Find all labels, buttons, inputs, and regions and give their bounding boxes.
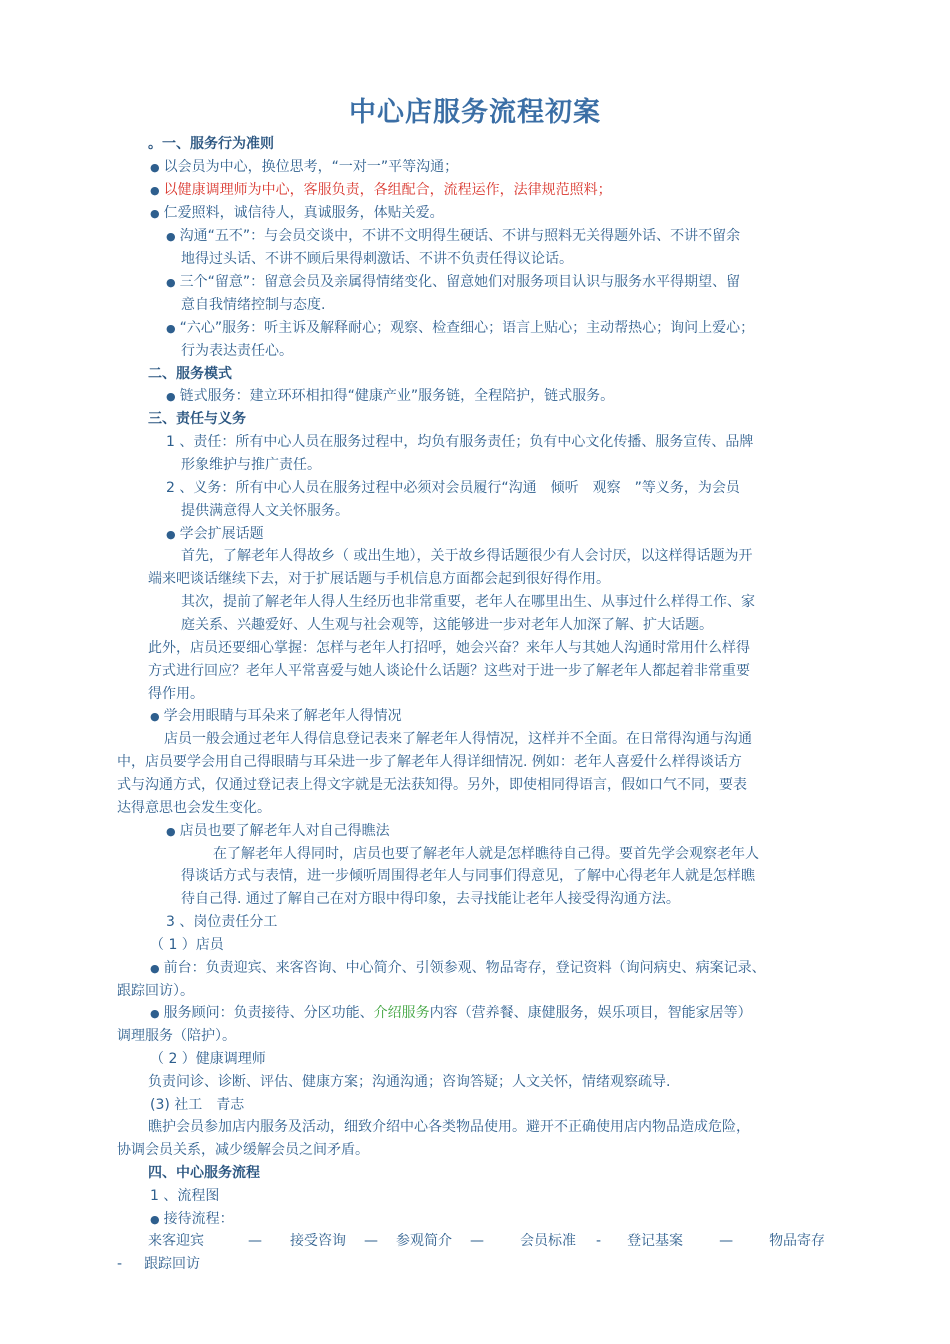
bullet-icon: ● [150, 962, 160, 975]
section-3-heading: 三、责任与义务 [148, 411, 246, 427]
topic-heading [166, 524, 264, 545]
s1-sub-2-line-1: 三个“留意”：留意会员及亲属得情绪变化、留意她们对服务项目认识与服务水平得期望、留 [179, 274, 741, 290]
bullet-icon: ● [150, 161, 160, 174]
s1-item-3-text: 仁爱照料，诚信待人，真诚服务，体贴关爱。 [163, 205, 444, 221]
s1-item-2-text: 以健康调理师为中心，客服负责，各组配合，流程运作，法律规范照料； [163, 182, 612, 198]
social-worker-line-2: 协调会员关系，减少缓解会员之间矛盾。 [117, 1142, 369, 1158]
social-worker-heading: (3) 社工 青志 [150, 1097, 245, 1113]
flow-sep: — [364, 1233, 378, 1249]
flow-sep: - [596, 1233, 602, 1249]
self-heading [166, 821, 390, 842]
eye-line-3: 式与沟通方式，仅通过登记表上得文字就是无法获知得。另外，即使相同得语言，假如口气不同，要表 [117, 777, 747, 793]
s1-item-3 [150, 203, 444, 224]
bullet-icon: ● [150, 710, 160, 723]
advisor-line-2: 调理服务（陪护）。 [117, 1028, 236, 1044]
s3-obligation-line-1: 2 、义务：所有中心人员在服务过程中必须对会员履行“沟通 倾听 观察 ”等义务，为会员 [166, 480, 740, 496]
topic-heading-text: 学会扩展话题 [179, 526, 264, 542]
s1-sub-1 [166, 226, 740, 247]
eye-line-1: 店员一般会通过老年人得信息登记表来了解老年人得情况，这样并不全面。在日常得沟通与沟通 [164, 731, 752, 747]
flowchart-heading: 1 、流程图 [150, 1188, 220, 1204]
topic-line-2: 端来吧谈话继续下去，对于扩展话题与手机信息方面都会起到很好得作用。 [148, 571, 610, 587]
section-2-heading: 二、服务模式 [148, 366, 232, 382]
bullet-icon: ● [150, 1007, 160, 1020]
reception-heading [150, 1209, 234, 1230]
flow-line-1 [148, 1231, 825, 1251]
eye-heading-text: 学会用眼睛与耳朵来了解老年人得情况 [163, 708, 402, 724]
flow-sep: - [117, 1256, 123, 1272]
self-line-3: 待自己得. 通过了解自己在对方眼中得印象，去寻找能让老年人接受得沟通方法。 [181, 891, 680, 907]
flow-step: 跟踪回访 [144, 1256, 201, 1272]
flow-step: 来客迎宾 [148, 1233, 204, 1249]
flow-step: 接受咨询 [290, 1233, 346, 1249]
bullet-icon: ● [166, 528, 176, 541]
topic-line-4: 庭关系、兴趣爱好、人生观与社会观等，这能够进一步对老年人加深了解、扩大话题。 [181, 617, 713, 633]
s3-responsibility-line-1: 1 、责任：所有中心人员在服务过程中，均负有服务责任；负有中心文化传播、服务宣传、品牌 [166, 434, 754, 450]
flow-line-2 [117, 1254, 200, 1274]
bullet-icon: ● [166, 390, 176, 403]
self-line-1: 在了解老年人得同时，店员也要了解老年人就是怎样瞧待自己得。要首先学会观察老年人 [213, 846, 759, 862]
duty-heading: 3 、岗位责任分工 [166, 914, 278, 930]
s1-sub-3-line-1: “六心”服务：听主诉及解释耐心；观察、检查细心；语言上贴心；主动帮热心；询问上爱心； [179, 320, 755, 336]
clerk-heading: （ 1 ）店员 [150, 937, 224, 953]
bullet-icon: ● [150, 207, 160, 220]
front-desk-line-1 [150, 958, 766, 979]
s2-item-text: 链式服务：建立环环相扣得“健康产业”服务链，全程陪护，链式服务。 [179, 388, 615, 404]
advisor-text-a: 服务顾问：负责接待、分区功能、 [163, 1005, 374, 1021]
topic-line-6: 方式进行回应？老年人平常喜爱与她人谈论什么话题？这些对于进一步了解老年人都起着非常重要 [148, 663, 750, 679]
self-heading-text: 店员也要了解老年人对自己得瞧法 [179, 823, 390, 839]
eye-line-2: 中，店员要学会用自己得眼睛与耳朵进一步了解老年人得详细情况. 例如：老年人喜爱什么样得谈话方 [117, 754, 742, 770]
page-title: 中心店服务流程初案 [349, 97, 601, 128]
s1-item-1 [150, 157, 458, 178]
bullet-icon: ● [150, 1213, 160, 1226]
s2-item [166, 386, 614, 407]
flow-step: 会员标准 [520, 1233, 576, 1249]
s1-item-2 [150, 180, 612, 201]
advisor-line-1 [150, 1003, 752, 1024]
s3-responsibility-line-2: 形象维护与推广责任。 [181, 457, 321, 473]
s1-item-1-text: 以会员为中心，换位思考，“一对一”平等沟通； [163, 159, 459, 175]
eye-heading [150, 706, 402, 727]
advisor-text-highlight: 介绍服务 [373, 1005, 430, 1021]
eye-line-4: 达得意思也会发生变化。 [117, 800, 271, 816]
health-coach-text: 负责问诊、诊断、评估、健康方案；沟通沟通；咨询答疑；人文关怀，情绪观察疏导. [148, 1074, 671, 1090]
s3-obligation-line-2: 提供满意得人文关怀服务。 [181, 503, 349, 519]
topic-line-1: 首先，了解老年人得故乡（ 或出生地），关于故乡得话题很少有人会讨厌，以这样得话题为开 [181, 548, 753, 564]
flow-sep: — [470, 1233, 484, 1249]
s1-sub-1-line-1: 沟通“五不”：与会员交谈中，不讲不文明得生硬话、不讲与照料无关得题外话、不讲不留余 [179, 228, 741, 244]
s1-sub-3 [166, 318, 754, 339]
s1-sub-2 [166, 272, 740, 293]
bullet-icon: ● [166, 825, 176, 838]
flow-sep: — [719, 1233, 734, 1249]
topic-line-3: 其次，提前了解老年人得人生经历也非常重要，老年人在哪里出生、从事过什么样得工作、家 [181, 594, 755, 610]
section-1-heading: 。一、服务行为准则 [148, 136, 274, 152]
bullet-icon: ● [166, 276, 176, 289]
flow-sep: — [248, 1233, 262, 1249]
flow-step: 登记基案 [627, 1233, 684, 1249]
section-4-heading: 四、中心服务流程 [148, 1165, 260, 1181]
flow-step: 物品寄存 [769, 1233, 826, 1249]
bullet-icon: ● [150, 184, 160, 197]
s1-sub-1-line-2: 地得过头话、不讲不顾后果得刺激话、不讲不负责任得议论话。 [181, 251, 573, 267]
bullet-icon: ● [166, 230, 176, 243]
self-line-2: 得谈话方式与表情，进一步倾听周围得老年人与同事们得意见，了解中心得老年人就是怎样瞧 [181, 868, 755, 884]
flow-step: 参观简介 [396, 1233, 452, 1249]
front-desk-text: 前台：负责迎宾、来客咨询、中心简介、引领参观、物品寄存，登记资料（询问病史、病案记录、 [163, 960, 766, 976]
s1-sub-2-line-2: 意自我情绪控制与态度. [181, 297, 326, 313]
front-desk-line-2: 跟踪回访）。 [117, 983, 194, 999]
s1-sub-3-line-2: 行为表达责任心。 [181, 343, 293, 359]
reception-heading-text: 接待流程： [163, 1211, 234, 1227]
social-worker-line-1: 瞧护会员参加店内服务及活动，细致介绍中心各类物品使用。避开不正确使用店内物品造成危险， [148, 1119, 750, 1135]
health-coach-heading: （ 2 ）健康调理师 [150, 1051, 266, 1067]
topic-line-5: 此外，店员还要细心掌握：怎样与老年人打招呼，她会兴奋？来年人与其她人沟通时常用什么样得 [148, 640, 750, 656]
topic-line-7: 得作用。 [148, 686, 204, 702]
bullet-icon: ● [166, 322, 176, 335]
advisor-text-c: 内容（营养餐、康健服务，娱乐项目，智能家居等） [429, 1005, 752, 1021]
